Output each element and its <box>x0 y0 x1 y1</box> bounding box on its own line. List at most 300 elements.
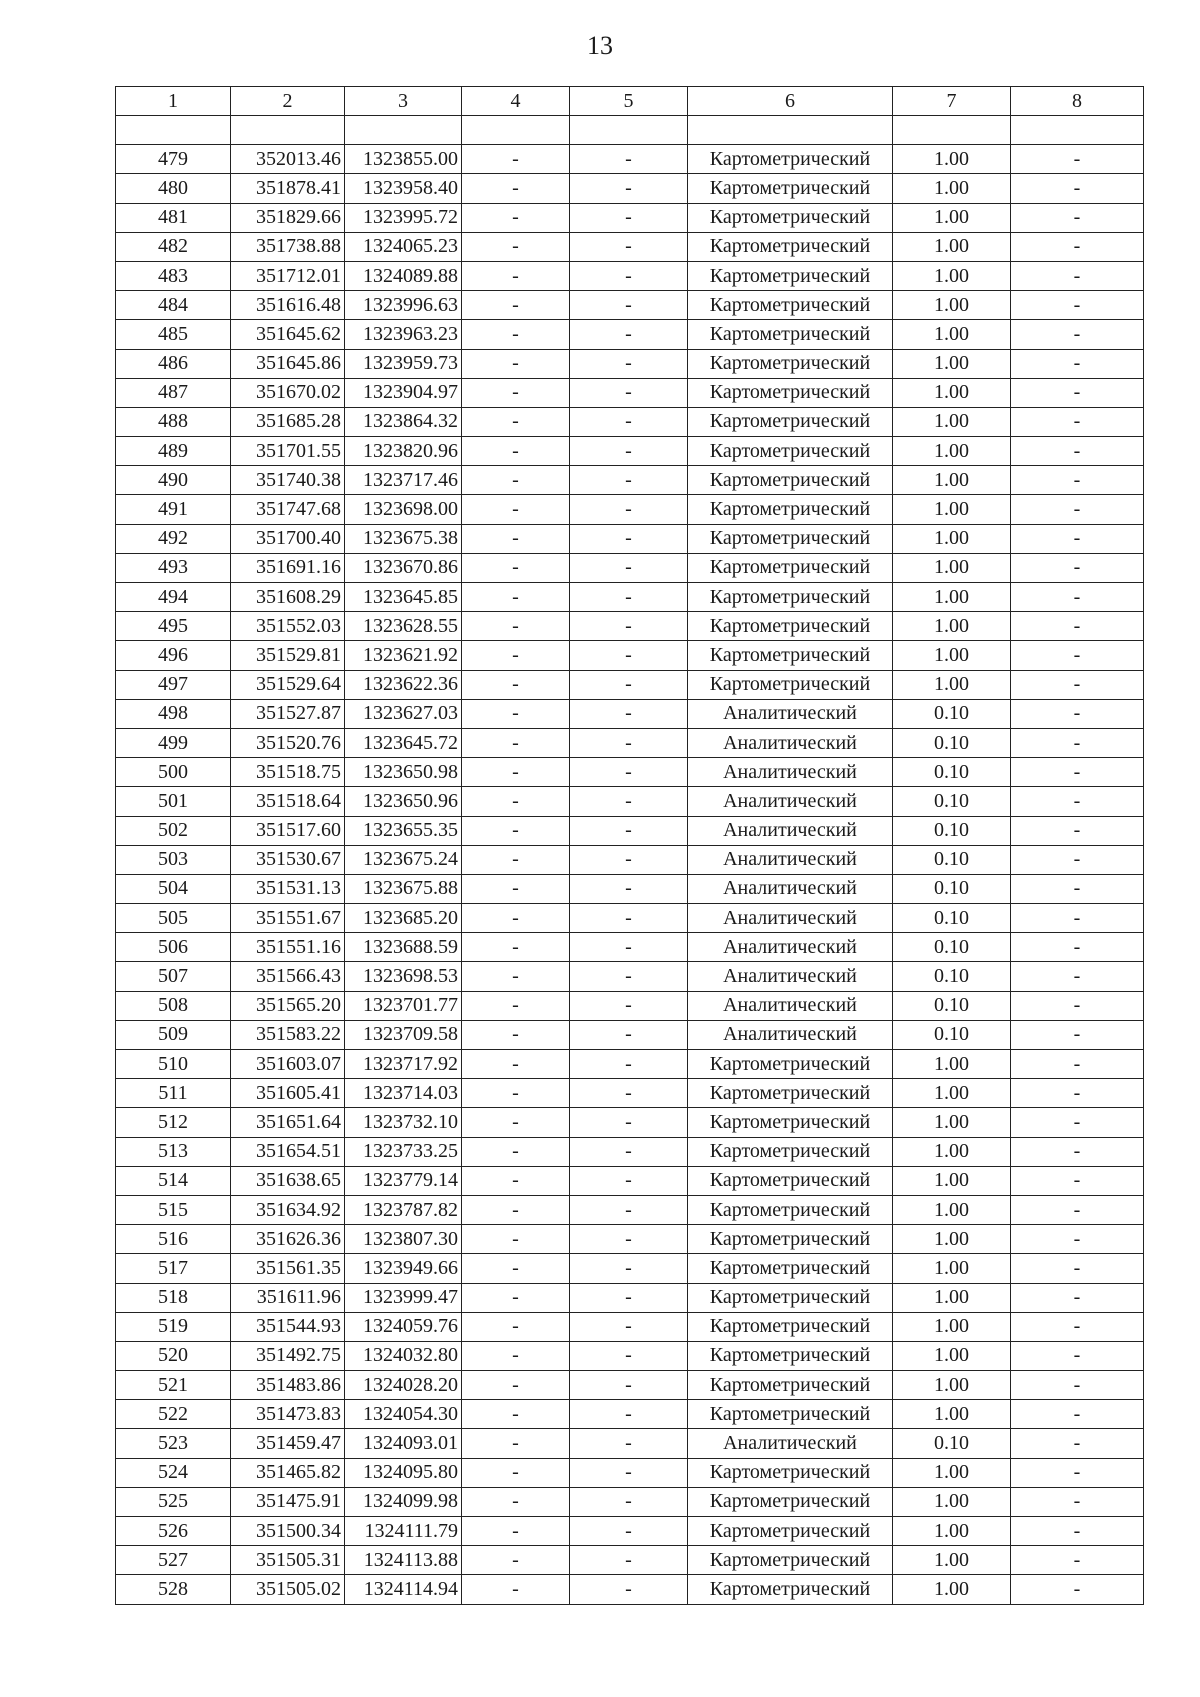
blank-cell <box>116 116 231 145</box>
y-coordinate-cell: 1323670.86 <box>345 553 462 582</box>
column-4-cell: - <box>462 466 570 495</box>
y-coordinate-cell: 1323855.00 <box>345 145 462 174</box>
column-8-cell: - <box>1011 1371 1144 1400</box>
column-8-cell: - <box>1011 641 1144 670</box>
column-4-cell: - <box>462 1429 570 1458</box>
method-cell: Аналитический <box>688 904 893 933</box>
column-8-cell: - <box>1011 787 1144 816</box>
column-5-cell: - <box>570 670 688 699</box>
y-coordinate-cell: 1323650.98 <box>345 758 462 787</box>
point-number-cell: 510 <box>116 1050 231 1079</box>
table-row <box>116 349 1144 378</box>
method-cell: Картометрический <box>688 1575 893 1604</box>
column-5-cell: - <box>570 1020 688 1049</box>
point-number-cell: 493 <box>116 553 231 582</box>
point-number-cell: 501 <box>116 787 231 816</box>
table-row <box>116 203 1144 232</box>
method-cell: Картометрический <box>688 1108 893 1137</box>
table-row <box>116 291 1144 320</box>
point-number-cell: 488 <box>116 407 231 436</box>
point-number-cell: 503 <box>116 845 231 874</box>
y-coordinate-cell: 1323655.35 <box>345 816 462 845</box>
table-row <box>116 1050 1144 1079</box>
column-5-cell: - <box>570 787 688 816</box>
y-coordinate-cell: 1323733.25 <box>345 1137 462 1166</box>
x-coordinate-cell: 351738.88 <box>231 232 345 261</box>
method-cell: Картометрический <box>688 1341 893 1370</box>
column-8-cell: - <box>1011 1517 1144 1546</box>
column-4-cell: - <box>462 524 570 553</box>
table-row <box>116 320 1144 349</box>
method-cell: Картометрический <box>688 1371 893 1400</box>
y-coordinate-cell: 1323949.66 <box>345 1254 462 1283</box>
column-5-cell: - <box>570 203 688 232</box>
column-4-cell: - <box>462 1254 570 1283</box>
x-coordinate-cell: 351551.67 <box>231 904 345 933</box>
method-cell: Картометрический <box>688 1254 893 1283</box>
column-5-cell: - <box>570 1283 688 1312</box>
x-coordinate-cell: 351740.38 <box>231 466 345 495</box>
column-5-cell: - <box>570 1575 688 1604</box>
method-cell: Картометрический <box>688 495 893 524</box>
column-8-cell: - <box>1011 466 1144 495</box>
column-4-cell: - <box>462 1166 570 1195</box>
blank-cell <box>570 116 688 145</box>
accuracy-cell: 1.00 <box>893 261 1011 290</box>
column-5-cell: - <box>570 583 688 612</box>
method-cell: Картометрический <box>688 553 893 582</box>
column-5-cell: - <box>570 1225 688 1254</box>
table-row <box>116 437 1144 466</box>
y-coordinate-cell: 1323628.55 <box>345 612 462 641</box>
y-coordinate-cell: 1323717.92 <box>345 1050 462 1079</box>
y-coordinate-cell: 1323904.97 <box>345 378 462 407</box>
column-5-cell: - <box>570 699 688 728</box>
accuracy-cell: 1.00 <box>893 1254 1011 1283</box>
column-8-cell: - <box>1011 524 1144 553</box>
point-number-cell: 512 <box>116 1108 231 1137</box>
point-number-cell: 500 <box>116 758 231 787</box>
accuracy-cell: 1.00 <box>893 1458 1011 1487</box>
column-4-cell: - <box>462 699 570 728</box>
x-coordinate-cell: 351654.51 <box>231 1137 345 1166</box>
table-row <box>116 991 1144 1020</box>
point-number-cell: 484 <box>116 291 231 320</box>
accuracy-cell: 1.00 <box>893 145 1011 174</box>
column-5-cell: - <box>570 291 688 320</box>
column-4-cell: - <box>462 845 570 874</box>
method-cell: Картометрический <box>688 583 893 612</box>
method-cell: Аналитический <box>688 933 893 962</box>
column-header: 1 <box>116 87 231 116</box>
table-row <box>116 1429 1144 1458</box>
point-number-cell: 502 <box>116 816 231 845</box>
point-number-cell: 491 <box>116 495 231 524</box>
x-coordinate-cell: 351529.64 <box>231 670 345 699</box>
accuracy-cell: 1.00 <box>893 1575 1011 1604</box>
y-coordinate-cell: 1323714.03 <box>345 1079 462 1108</box>
accuracy-cell: 0.10 <box>893 787 1011 816</box>
point-number-cell: 513 <box>116 1137 231 1166</box>
point-number-cell: 506 <box>116 933 231 962</box>
y-coordinate-cell: 1324111.79 <box>345 1517 462 1546</box>
column-8-cell: - <box>1011 1050 1144 1079</box>
accuracy-cell: 1.00 <box>893 1371 1011 1400</box>
table-row <box>116 1254 1144 1283</box>
column-8-cell: - <box>1011 1020 1144 1049</box>
point-number-cell: 524 <box>116 1458 231 1487</box>
column-5-cell: - <box>570 232 688 261</box>
x-coordinate-cell: 352013.46 <box>231 145 345 174</box>
accuracy-cell: 1.00 <box>893 320 1011 349</box>
accuracy-cell: 1.00 <box>893 1487 1011 1516</box>
point-number-cell: 497 <box>116 670 231 699</box>
point-number-cell: 479 <box>116 145 231 174</box>
accuracy-cell: 0.10 <box>893 1429 1011 1458</box>
method-cell: Картометрический <box>688 1487 893 1516</box>
table-row <box>116 583 1144 612</box>
y-coordinate-cell: 1323779.14 <box>345 1166 462 1195</box>
x-coordinate-cell: 351670.02 <box>231 378 345 407</box>
table-row <box>116 758 1144 787</box>
x-coordinate-cell: 351747.68 <box>231 495 345 524</box>
y-coordinate-cell: 1323807.30 <box>345 1225 462 1254</box>
column-4-cell: - <box>462 816 570 845</box>
column-8-cell: - <box>1011 553 1144 582</box>
y-coordinate-cell: 1323698.00 <box>345 495 462 524</box>
table-row <box>116 904 1144 933</box>
y-coordinate-cell: 1324093.01 <box>345 1429 462 1458</box>
table-row <box>116 1341 1144 1370</box>
table-row <box>116 1079 1144 1108</box>
point-number-cell: 499 <box>116 728 231 757</box>
y-coordinate-cell: 1323701.77 <box>345 991 462 1020</box>
column-8-cell: - <box>1011 1225 1144 1254</box>
point-number-cell: 527 <box>116 1546 231 1575</box>
column-5-cell: - <box>570 1050 688 1079</box>
accuracy-cell: 0.10 <box>893 933 1011 962</box>
table-row <box>116 1458 1144 1487</box>
method-cell: Картометрический <box>688 407 893 436</box>
method-cell: Аналитический <box>688 787 893 816</box>
column-4-cell: - <box>462 437 570 466</box>
y-coordinate-cell: 1324065.23 <box>345 232 462 261</box>
table-row <box>116 728 1144 757</box>
column-4-cell: - <box>462 291 570 320</box>
method-cell: Картометрический <box>688 145 893 174</box>
table-row <box>116 670 1144 699</box>
x-coordinate-cell: 351561.35 <box>231 1254 345 1283</box>
y-coordinate-cell: 1323709.58 <box>345 1020 462 1049</box>
x-coordinate-cell: 351492.75 <box>231 1341 345 1370</box>
column-8-cell: - <box>1011 583 1144 612</box>
x-coordinate-cell: 351626.36 <box>231 1225 345 1254</box>
table-row <box>116 495 1144 524</box>
method-cell: Картометрический <box>688 1225 893 1254</box>
method-cell: Картометрический <box>688 1546 893 1575</box>
y-coordinate-cell: 1323698.53 <box>345 962 462 991</box>
column-4-cell: - <box>462 728 570 757</box>
method-cell: Картометрический <box>688 261 893 290</box>
column-5-cell: - <box>570 845 688 874</box>
table-row <box>116 845 1144 874</box>
accuracy-cell: 1.00 <box>893 553 1011 582</box>
table-row <box>116 816 1144 845</box>
column-8-cell: - <box>1011 1108 1144 1137</box>
point-number-cell: 518 <box>116 1283 231 1312</box>
accuracy-cell: 1.00 <box>893 524 1011 553</box>
method-cell: Картометрический <box>688 1458 893 1487</box>
y-coordinate-cell: 1323787.82 <box>345 1195 462 1224</box>
column-5-cell: - <box>570 962 688 991</box>
table-row <box>116 1371 1144 1400</box>
column-4-cell: - <box>462 904 570 933</box>
column-5-cell: - <box>570 1371 688 1400</box>
method-cell: Картометрический <box>688 1050 893 1079</box>
column-4-cell: - <box>462 1371 570 1400</box>
column-5-cell: - <box>570 1108 688 1137</box>
point-number-cell: 482 <box>116 232 231 261</box>
table-row <box>116 1166 1144 1195</box>
x-coordinate-cell: 351651.64 <box>231 1108 345 1137</box>
x-coordinate-cell: 351616.48 <box>231 291 345 320</box>
accuracy-cell: 1.00 <box>893 1517 1011 1546</box>
column-8-cell: - <box>1011 291 1144 320</box>
accuracy-cell: 1.00 <box>893 1283 1011 1312</box>
table-row <box>116 1283 1144 1312</box>
y-coordinate-cell: 1323963.23 <box>345 320 462 349</box>
table-row <box>116 145 1144 174</box>
column-5-cell: - <box>570 758 688 787</box>
method-cell: Аналитический <box>688 699 893 728</box>
column-5-cell: - <box>570 1195 688 1224</box>
y-coordinate-cell: 1324059.76 <box>345 1312 462 1341</box>
column-8-cell: - <box>1011 1312 1144 1341</box>
x-coordinate-cell: 351475.91 <box>231 1487 345 1516</box>
table-row <box>116 553 1144 582</box>
accuracy-cell: 1.00 <box>893 174 1011 203</box>
column-4-cell: - <box>462 1050 570 1079</box>
x-coordinate-cell: 351552.03 <box>231 612 345 641</box>
method-cell: Картометрический <box>688 203 893 232</box>
point-number-cell: 516 <box>116 1225 231 1254</box>
point-number-cell: 481 <box>116 203 231 232</box>
column-4-cell: - <box>462 1225 570 1254</box>
accuracy-cell: 0.10 <box>893 758 1011 787</box>
method-cell: Картометрический <box>688 1079 893 1108</box>
column-4-cell: - <box>462 612 570 641</box>
x-coordinate-cell: 351566.43 <box>231 962 345 991</box>
y-coordinate-cell: 1324089.88 <box>345 261 462 290</box>
x-coordinate-cell: 351527.87 <box>231 699 345 728</box>
column-4-cell: - <box>462 1546 570 1575</box>
x-coordinate-cell: 351583.22 <box>231 1020 345 1049</box>
accuracy-cell: 1.00 <box>893 612 1011 641</box>
column-5-cell: - <box>570 174 688 203</box>
coordinates-table <box>115 86 1144 1605</box>
column-5-cell: - <box>570 320 688 349</box>
column-5-cell: - <box>570 641 688 670</box>
blank-cell <box>1011 116 1144 145</box>
table-row <box>116 1312 1144 1341</box>
column-4-cell: - <box>462 1487 570 1516</box>
x-coordinate-cell: 351878.41 <box>231 174 345 203</box>
accuracy-cell: 1.00 <box>893 1108 1011 1137</box>
x-coordinate-cell: 351520.76 <box>231 728 345 757</box>
method-cell: Картометрический <box>688 670 893 699</box>
accuracy-cell: 1.00 <box>893 583 1011 612</box>
y-coordinate-cell: 1323959.73 <box>345 349 462 378</box>
column-4-cell: - <box>462 407 570 436</box>
x-coordinate-cell: 351608.29 <box>231 583 345 612</box>
point-number-cell: 525 <box>116 1487 231 1516</box>
column-4-cell: - <box>462 145 570 174</box>
point-number-cell: 489 <box>116 437 231 466</box>
table-row <box>116 699 1144 728</box>
column-8-cell: - <box>1011 1546 1144 1575</box>
accuracy-cell: 1.00 <box>893 1546 1011 1575</box>
column-4-cell: - <box>462 203 570 232</box>
y-coordinate-cell: 1323675.24 <box>345 845 462 874</box>
column-8-cell: - <box>1011 320 1144 349</box>
column-8-cell: - <box>1011 495 1144 524</box>
column-5-cell: - <box>570 904 688 933</box>
column-header: 8 <box>1011 87 1144 116</box>
column-8-cell: - <box>1011 699 1144 728</box>
point-number-cell: 514 <box>116 1166 231 1195</box>
column-4-cell: - <box>462 232 570 261</box>
table-row <box>116 1225 1144 1254</box>
x-coordinate-cell: 351473.83 <box>231 1400 345 1429</box>
y-coordinate-cell: 1323820.96 <box>345 437 462 466</box>
column-header: 7 <box>893 87 1011 116</box>
column-8-cell: - <box>1011 261 1144 290</box>
column-5-cell: - <box>570 1487 688 1516</box>
y-coordinate-cell: 1324095.80 <box>345 1458 462 1487</box>
column-header: 6 <box>688 87 893 116</box>
column-4-cell: - <box>462 933 570 962</box>
column-4-cell: - <box>462 758 570 787</box>
column-4-cell: - <box>462 1400 570 1429</box>
y-coordinate-cell: 1323999.47 <box>345 1283 462 1312</box>
x-coordinate-cell: 351518.64 <box>231 787 345 816</box>
accuracy-cell: 0.10 <box>893 1020 1011 1049</box>
column-header: 3 <box>345 87 462 116</box>
y-coordinate-cell: 1323622.36 <box>345 670 462 699</box>
method-cell: Картометрический <box>688 466 893 495</box>
x-coordinate-cell: 351611.96 <box>231 1283 345 1312</box>
point-number-cell: 526 <box>116 1517 231 1546</box>
column-5-cell: - <box>570 1517 688 1546</box>
accuracy-cell: 1.00 <box>893 378 1011 407</box>
table-row <box>116 1020 1144 1049</box>
column-4-cell: - <box>462 1312 570 1341</box>
accuracy-cell: 1.00 <box>893 1137 1011 1166</box>
x-coordinate-cell: 351500.34 <box>231 1517 345 1546</box>
blank-row <box>116 116 1144 145</box>
column-5-cell: - <box>570 612 688 641</box>
column-8-cell: - <box>1011 962 1144 991</box>
column-8-cell: - <box>1011 904 1144 933</box>
x-coordinate-cell: 351505.31 <box>231 1546 345 1575</box>
x-coordinate-cell: 351531.13 <box>231 874 345 903</box>
point-number-cell: 521 <box>116 1371 231 1400</box>
x-coordinate-cell: 351529.81 <box>231 641 345 670</box>
column-5-cell: - <box>570 466 688 495</box>
column-5-cell: - <box>570 378 688 407</box>
column-5-cell: - <box>570 728 688 757</box>
point-number-cell: 492 <box>116 524 231 553</box>
point-number-cell: 505 <box>116 904 231 933</box>
method-cell: Аналитический <box>688 1020 893 1049</box>
x-coordinate-cell: 351551.16 <box>231 933 345 962</box>
accuracy-cell: 0.10 <box>893 991 1011 1020</box>
accuracy-cell: 1.00 <box>893 291 1011 320</box>
column-8-cell: - <box>1011 1195 1144 1224</box>
method-cell: Картометрический <box>688 1195 893 1224</box>
point-number-cell: 519 <box>116 1312 231 1341</box>
method-cell: Картометрический <box>688 524 893 553</box>
method-cell: Аналитический <box>688 1429 893 1458</box>
point-number-cell: 528 <box>116 1575 231 1604</box>
table-row <box>116 962 1144 991</box>
column-header: 4 <box>462 87 570 116</box>
table-row <box>116 261 1144 290</box>
column-8-cell: - <box>1011 232 1144 261</box>
column-5-cell: - <box>570 1312 688 1341</box>
column-5-cell: - <box>570 1458 688 1487</box>
method-cell: Аналитический <box>688 845 893 874</box>
method-cell: Аналитический <box>688 962 893 991</box>
table-row <box>116 1108 1144 1137</box>
x-coordinate-cell: 351685.28 <box>231 407 345 436</box>
table-row <box>116 1487 1144 1516</box>
y-coordinate-cell: 1323621.92 <box>345 641 462 670</box>
column-4-cell: - <box>462 1020 570 1049</box>
column-4-cell: - <box>462 1458 570 1487</box>
x-coordinate-cell: 351645.86 <box>231 349 345 378</box>
table-row <box>116 378 1144 407</box>
column-5-cell: - <box>570 1079 688 1108</box>
point-number-cell: 494 <box>116 583 231 612</box>
point-number-cell: 480 <box>116 174 231 203</box>
column-5-cell: - <box>570 524 688 553</box>
x-coordinate-cell: 351483.86 <box>231 1371 345 1400</box>
accuracy-cell: 1.00 <box>893 349 1011 378</box>
accuracy-cell: 1.00 <box>893 203 1011 232</box>
column-8-cell: - <box>1011 991 1144 1020</box>
x-coordinate-cell: 351605.41 <box>231 1079 345 1108</box>
accuracy-cell: 1.00 <box>893 1312 1011 1341</box>
column-5-cell: - <box>570 261 688 290</box>
column-4-cell: - <box>462 787 570 816</box>
method-cell: Картометрический <box>688 1517 893 1546</box>
column-4-cell: - <box>462 1079 570 1108</box>
y-coordinate-cell: 1323732.10 <box>345 1108 462 1137</box>
column-4-cell: - <box>462 583 570 612</box>
column-4-cell: - <box>462 1108 570 1137</box>
column-5-cell: - <box>570 407 688 436</box>
accuracy-cell: 1.00 <box>893 641 1011 670</box>
column-8-cell: - <box>1011 612 1144 641</box>
x-coordinate-cell: 351459.47 <box>231 1429 345 1458</box>
blank-cell <box>893 116 1011 145</box>
point-number-cell: 509 <box>116 1020 231 1049</box>
column-5-cell: - <box>570 1546 688 1575</box>
table-row <box>116 1400 1144 1429</box>
column-8-cell: - <box>1011 845 1144 874</box>
blank-cell <box>345 116 462 145</box>
